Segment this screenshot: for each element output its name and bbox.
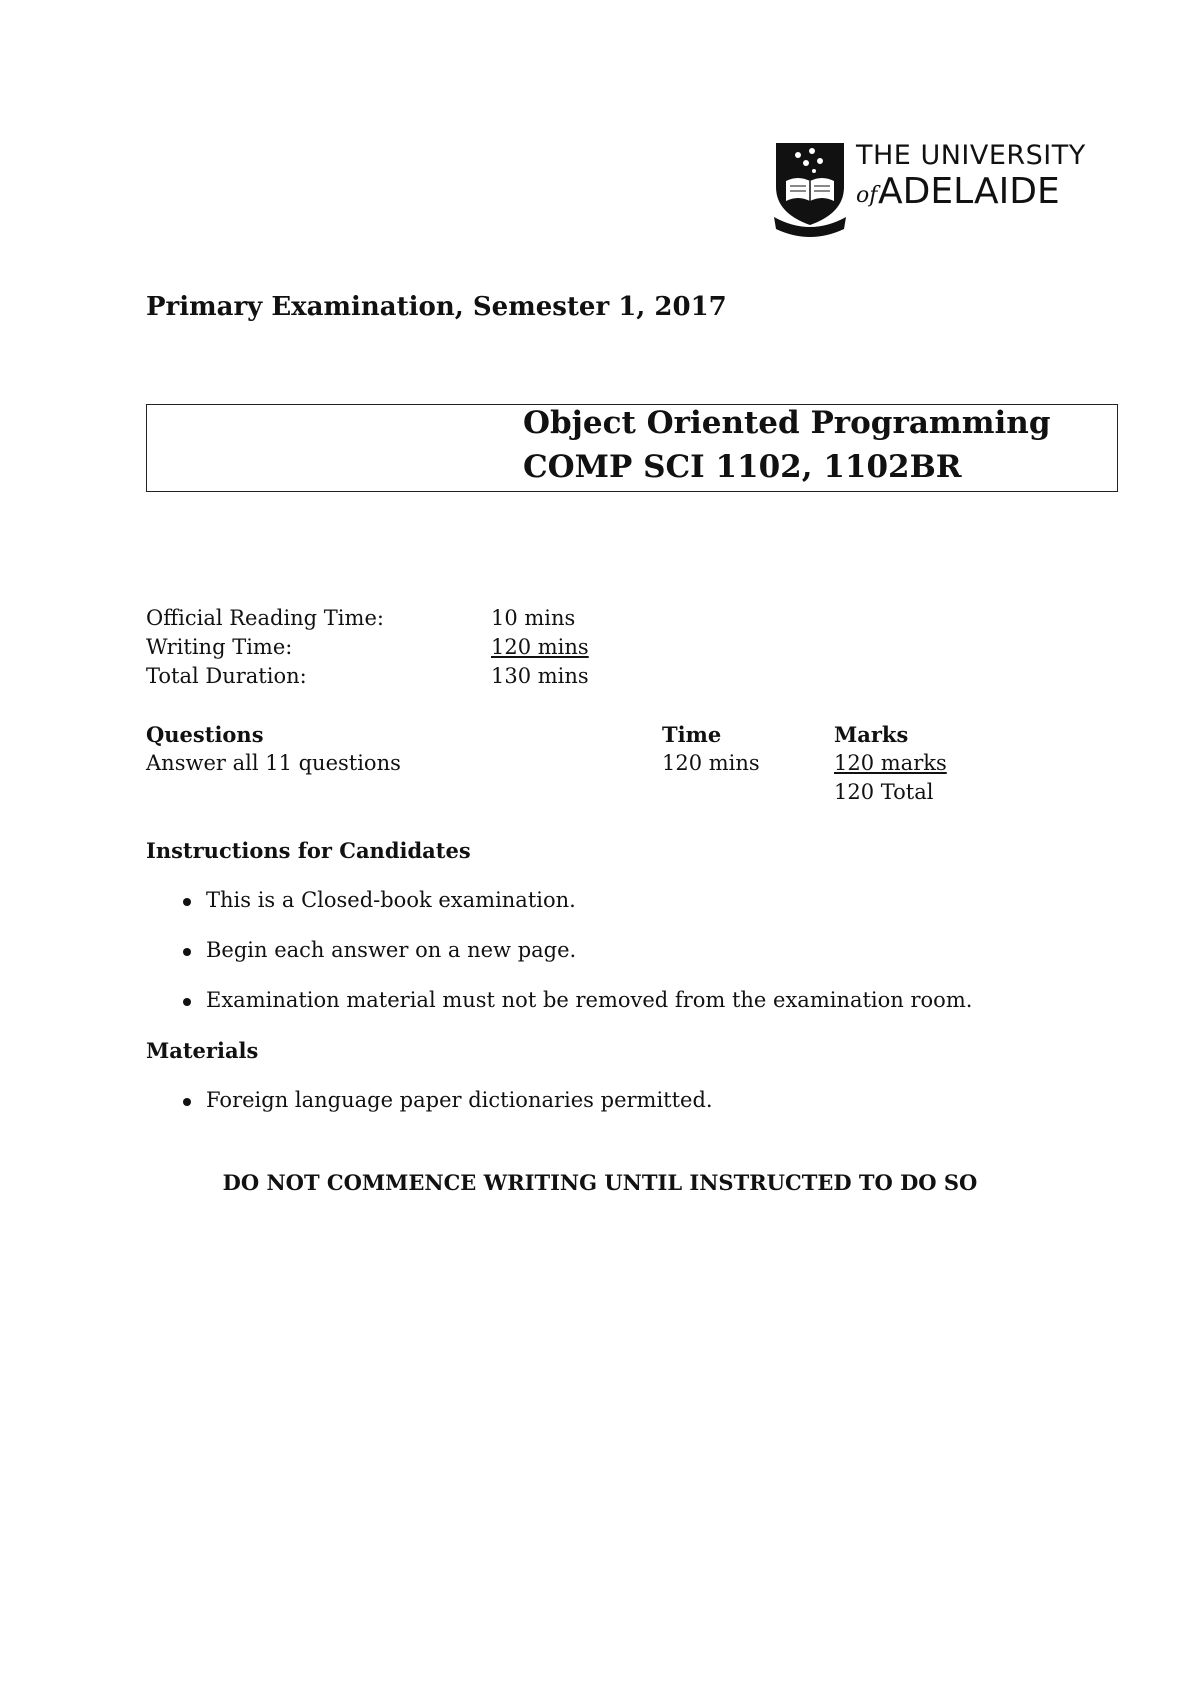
row-marks: 120 marks	[834, 751, 947, 775]
exam-title: Primary Examination, Semester 1, 2017	[146, 292, 727, 322]
course-code: COMP SCI 1102, 1102BR	[523, 449, 962, 485]
questions-table-row	[146, 749, 1046, 778]
header-questions: Questions	[146, 722, 264, 747]
bullet-icon	[183, 998, 191, 1006]
list-item	[146, 886, 972, 915]
header-marks: Marks	[834, 722, 909, 747]
bullet-icon	[183, 898, 191, 906]
writing-time-value: 120 mins	[491, 635, 589, 659]
materials-heading: Materials	[146, 1038, 259, 1063]
materials-list	[146, 1086, 713, 1136]
writing-time-label: Writing Time:	[146, 635, 293, 659]
questions-table-total	[146, 778, 1046, 807]
list-item	[146, 986, 972, 1015]
bullet-icon	[183, 948, 191, 956]
total-marks: 120 Total	[834, 780, 934, 804]
row-time: 120 mins	[662, 751, 760, 775]
header-time: Time	[662, 722, 722, 747]
total-duration-value: 130 mins	[491, 664, 589, 688]
reading-time-value: 10 mins	[491, 606, 576, 630]
questions-table-header	[146, 720, 1046, 749]
total-duration-label: Total Duration:	[146, 664, 307, 688]
logo-line-2: ADELAIDE	[878, 171, 1060, 212]
commence-warning: DO NOT COMMENCE WRITING UNTIL INSTRUCTED TO DO SO	[222, 1170, 978, 1195]
instruction-text: Begin each answer on a new page.	[206, 938, 577, 962]
instructions-heading: Instructions for Candidates	[146, 838, 471, 863]
logo-of: of	[856, 183, 878, 208]
instructions-list	[146, 886, 972, 1036]
bullet-icon	[183, 1098, 191, 1106]
material-text: Foreign language paper dictionaries permitted.	[206, 1088, 713, 1112]
instruction-text: This is a Closed-book examination.	[206, 888, 576, 912]
instruction-text: Examination material must not be removed from the examination room.	[206, 988, 973, 1012]
list-item	[146, 1086, 713, 1115]
list-item	[146, 936, 972, 965]
reading-time-label: Official Reading Time:	[146, 606, 384, 630]
course-name: Object Oriented Programming	[523, 405, 1051, 441]
questions-table	[146, 720, 1046, 807]
course-box	[146, 404, 1118, 492]
row-questions: Answer all 11 questions	[146, 751, 401, 775]
university-logo	[772, 140, 1086, 237]
university-crest-icon	[772, 141, 848, 237]
logo-line-1: THE UNIVERSITY	[856, 140, 1086, 171]
